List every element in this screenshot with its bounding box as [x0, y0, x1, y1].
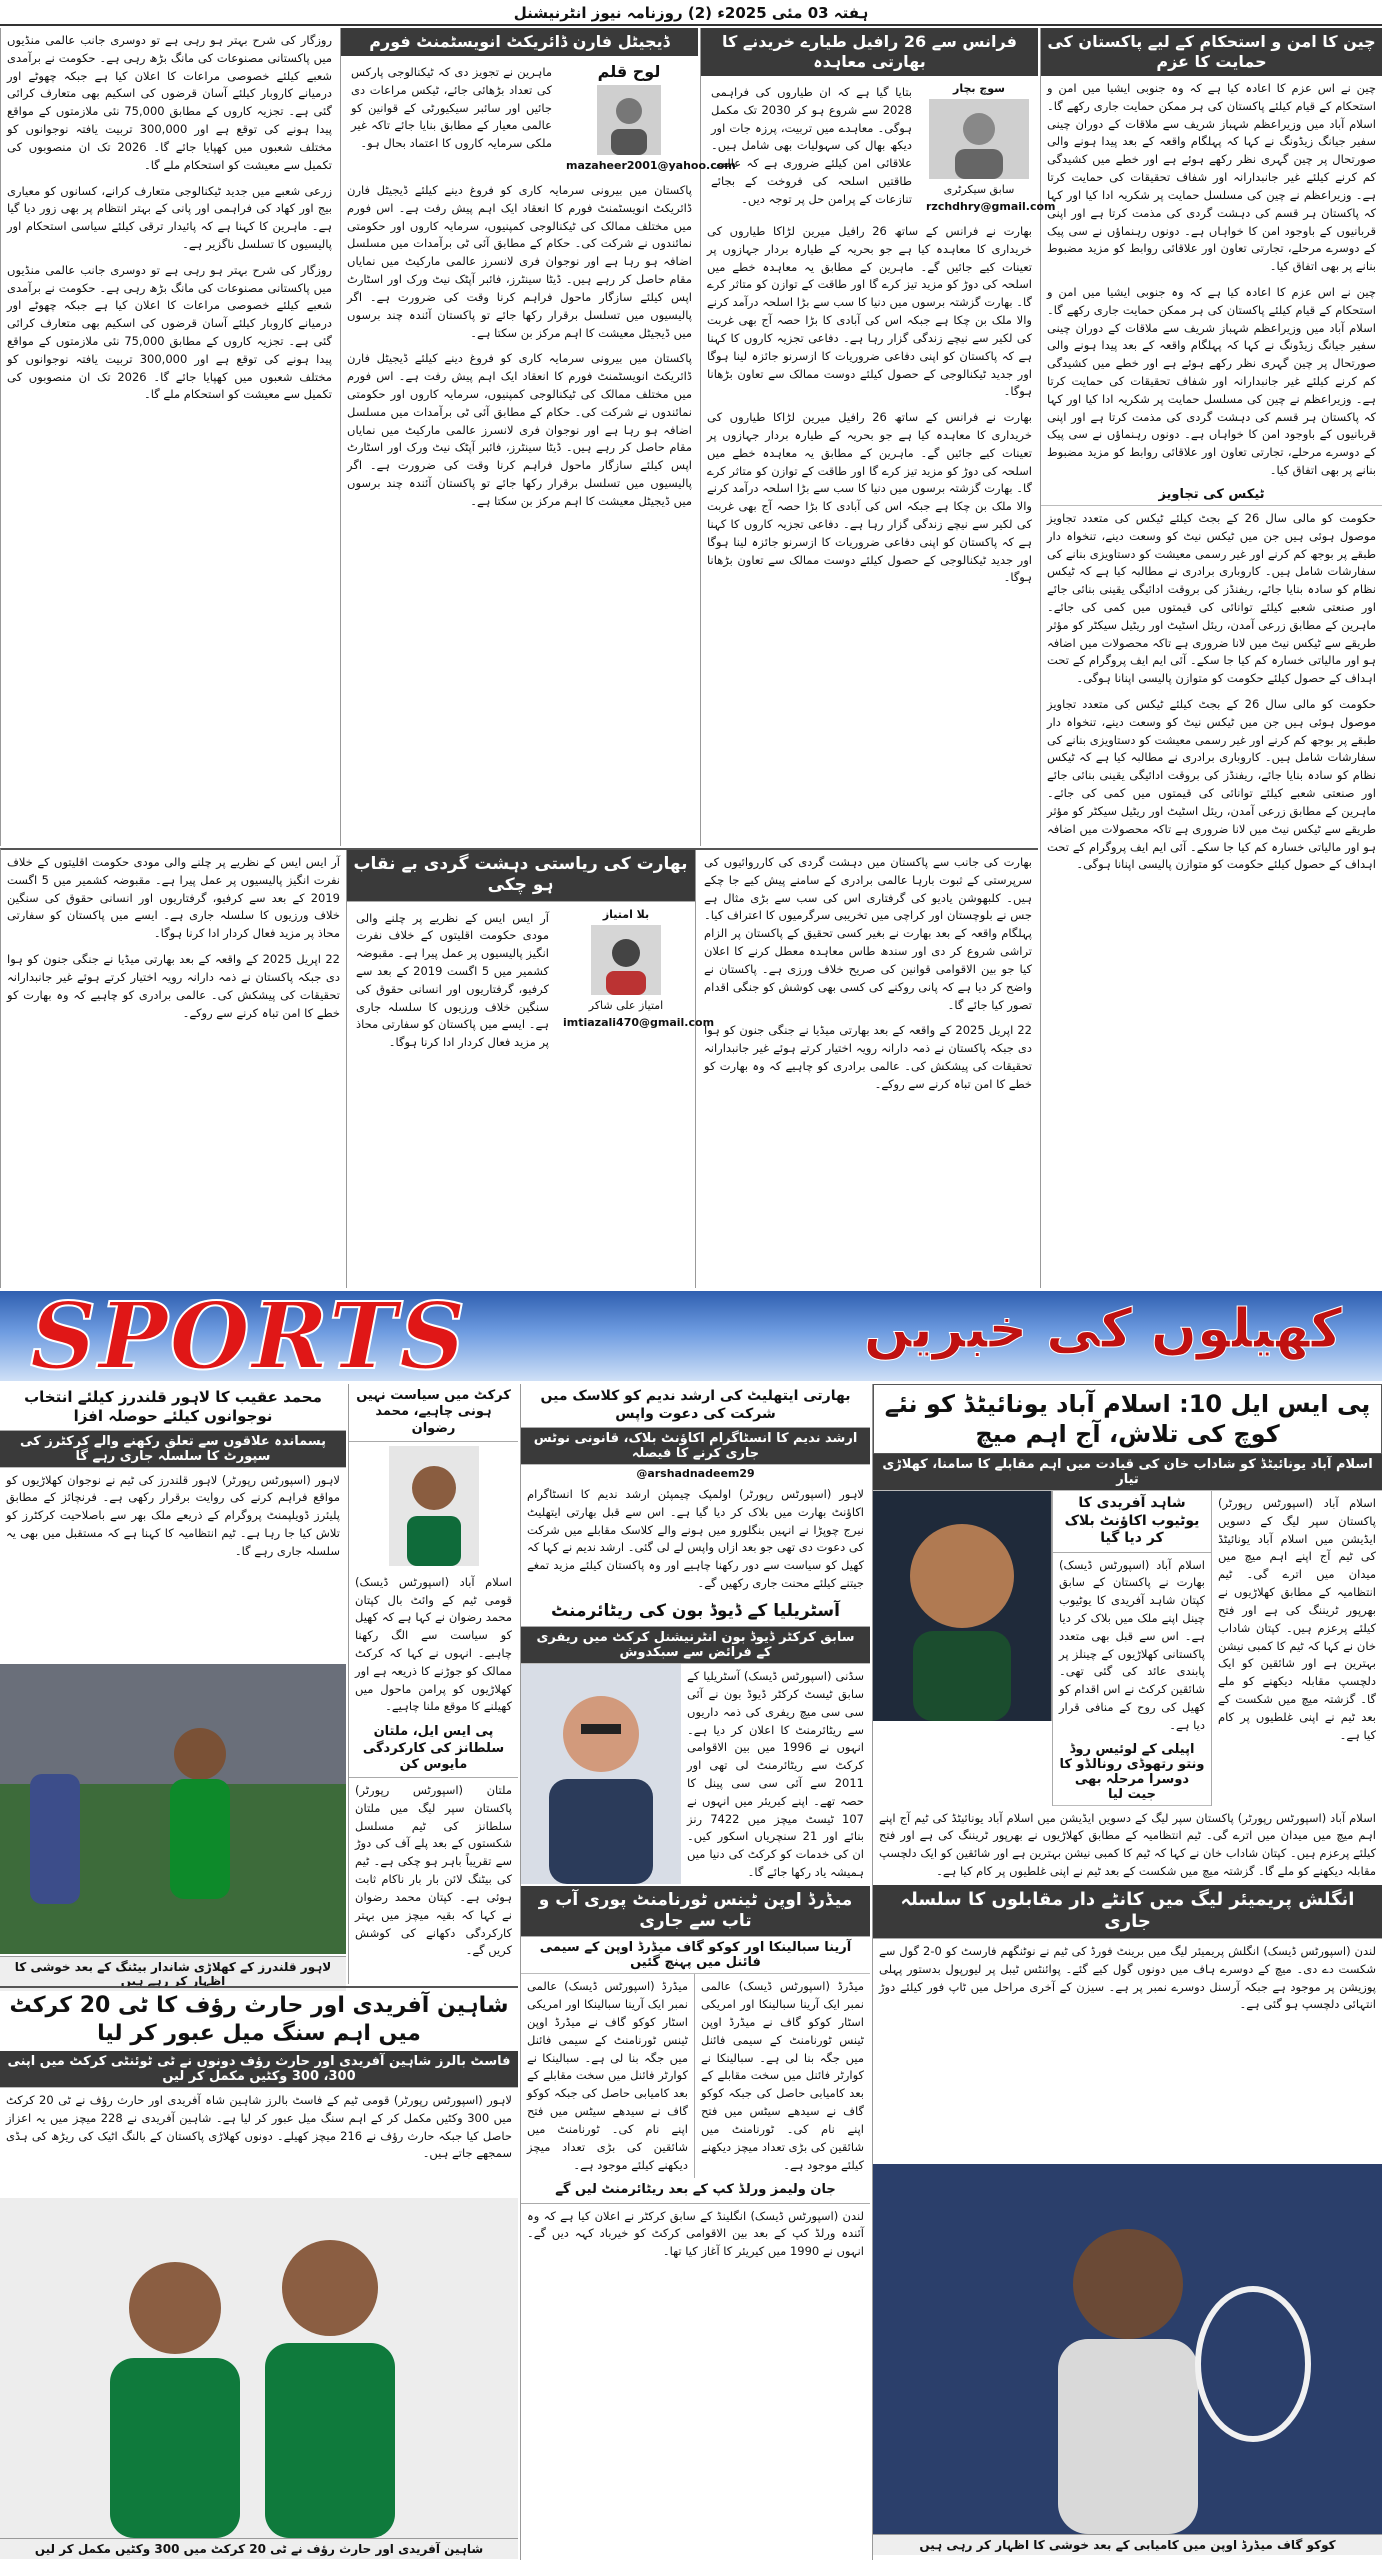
person-portrait-icon	[597, 85, 661, 155]
column-name-terror: بلا امتیاز	[602, 907, 650, 921]
body-psl-top: اسلام آباد (اسپورٹس رپورٹر) پاکستان سپر لیگ کے دسویں ایڈیشن میں اسلام آباد یونائیٹڈ کی ٹیم آج اپنے اہم میچ میں میدان میں اترے گی۔ ٹیم انتظامیہ کے مطابق کھلاڑیوں نے بھرپور ٹریننگ کی ہے اور فتح کیلئے پرعزم ہیں۔ کپتان شاداب خان نے کہا کہ ٹیم کا کمبی نیشن بہترین ہے اور شائقین کو ایک دلچسپ مقابلہ دیکھنے کو ملے گا۔ گزشتہ میچ میں شکست کے بعد ٹیم نے اپنی غلطیوں پر کام کیا ہے۔	[1218, 1496, 1376, 1742]
body-col4-cont: زرعی شعبے میں جدید ٹیکنالوجی متعارف کرانے، کسانوں کو معیاری بیج اور کھاد کی فراہمی اور پانی کے بہتر انتظام پر بھی زور دیا گیا ہے۔ ماہرین کا کہنا ہے کہ پائیدار ترقی کیلئے سیاسی استحکام اور پالیسیوں کا تسلسل ناگزیر ہے۔	[7, 183, 332, 251]
body-afridi: اسلام آباد (اسپورٹس ڈیسک) بھارت نے پاکستان کے سابق کپتان شاہد آفریدی کا یوٹیوب چینل اپنے ملک میں بلاک کر دیا ہے۔ اس سے قبل بھی متعدد پاکستانی کھلاڑیوں کے چینلز پر پابندی عائد کی گئی تھی۔ شائقین کرکٹ نے اس اقدام کو کھیل کی روح کے منافی قرار دیا ہے۔	[1059, 1557, 1205, 1732]
body-france-cont: بھارت نے فرانس کے ساتھ 26 رافیل میرین لڑاکا طیاروں کی خریداری کا معاہدہ کیا ہے جو بحریہ کے طیارہ بردار جہازوں پر تعینات کیے جائیں گے۔ ماہرین کے مطابق یہ معاہدہ خطے میں اسلحہ کی دوڑ کو مزید تیز کرے گا اور طاقت کے توازن کو متاثر کرے گا۔ بھارت گزشتہ برسوں میں دنیا کا سب سے بڑا اسلحہ درآمد کرنے والا ملک بن چکا ہے جبکہ اس کی آبادی کا بڑا حصہ آج بھی غربت کی لکیر سے نیچے زندگی گزار رہا ہے۔ دفاعی تجزیہ کاروں کا کہنا ہے کہ پاکستان کو اپنی دفاعی ضروریات کا ازسرنو جائزہ لینا ہوگا اور جدید ٹیکنالوجی کے حصول کیلئے دوست ممالک سے تعاون بڑھانا ہوگا۔	[707, 410, 1032, 585]
body-terror-intro: آر ایس ایس کے نظریے پر چلنے والی مودی حکومت اقلیتوں کے خلاف نفرت انگیز پالیسیوں پر عمل پیرا ہے۔ مقبوضہ کشمیر میں 5 اگست 2019 کے بعد سے کرفیو، گرفتاریوں اور انسانی حقوق کی سنگین خلاف ورزیوں کا سلسلہ جاری ہے۔ ایسے میں پاکستان کو سفارتی محاذ پر مزید فعال کردار ادا کرنا ہوگا۔	[356, 910, 549, 1050]
afridi-photo	[872, 1491, 1052, 1721]
rizwan-photo	[389, 1446, 479, 1566]
tennis-player-photo-icon	[873, 2164, 1382, 2534]
sports-banner	[0, 1282, 1382, 1390]
email-digital: mazaheer2001@yahoo.com	[566, 159, 736, 172]
body-tax-cont: حکومت کو مالی سال 26 کے بجٹ کیلئے ٹیکس کی متعدد تجاویز موصول ہوئی ہیں جن میں ٹیکس نیٹ کو وسعت دینے، تنخواہ دار طبقے پر بوجھ کم کرنے اور غیر رسمی معیشت کو دستاویزی بنانے کی سفارشات شامل ہیں۔ کاروباری برادری نے مطالبہ کیا ہے کہ ٹیکس نظام کو سادہ بنایا جائے، ریفنڈز کی بروقت ادائیگی یقینی بنائی جائے اور صنعتی شعبے کیلئے توانائی کی قیمتوں میں کمی کی جائے۔ ماہرین کے مطابق زرعی آمدن، ریئل اسٹیٹ اور ریٹیل سیکٹر کو مؤثر طریقے سے ٹیکس نیٹ میں لانا ضروری ہے تاکہ محصولات میں اضافہ ہو اور مالیاتی خسارہ کم کیا جا سکے۔ آئی ایم ایف پروگرام کے تحت اہداف کے حصول کیلئے حکومت کو متوازن پالیسی اپنانا ہوگی۔	[1047, 697, 1376, 872]
column-name-digital: لوح قلم	[597, 62, 661, 81]
body-terror-a: بھارت کی جانب سے پاکستان میں دہشت گردی کی کارروائیوں کی سرپرستی کے ثبوت بارہا عالمی برادری کے سامنے پیش کیے جا چکے ہیں۔ کلبھوشن یادیو کی گرفتاری اس کی سب سے بڑی مثال ہے جس نے بلوچستان اور کراچی میں تخریبی سرگرمیوں کا اعتراف کیا۔ پہلگام واقعہ کے بعد بھارت نے بغیر کسی تحقیق کے پاکستان پر الزام تراشی شروع کر دی اور سندھ طاس معاہدہ معطل کرنے کا اعلان کیا جو بین الاقوامی قوانین کی صریح خلاف ورزی ہے۔ پاکستان نے واضح کر دیا ہے کہ پانی روکنے کی کسی بھی کوشش کو جنگی اقدام تصور کیا جائے گا۔	[704, 855, 1032, 1012]
article-digital	[340, 28, 736, 846]
headline-english-league: انگلش پریمیئر لیگ میں کانٹے دار مقابلوں کا سلسلہ جاری	[873, 1885, 1382, 1939]
author-photo-france	[929, 99, 1029, 179]
person-portrait-icon	[521, 1664, 681, 1884]
article-indian-terror	[0, 848, 1038, 1288]
masthead-date-line: ہفتہ 03 مئی 2025ء (2) روزنامہ نیوز انٹرنیشنل	[0, 0, 1382, 26]
headline-jan: جان ولیمز ورلڈ کپ کے بعد ریٹائرمنٹ لیں گے	[521, 2178, 870, 2203]
terror-col-middle	[346, 850, 715, 1288]
author-terror: امتیاز علی شاکر	[588, 998, 664, 1012]
person-portrait-icon	[591, 925, 661, 995]
sports-banner-urdu: کھیلوں کی خبریں	[863, 1297, 1342, 1360]
body-australia: سڈنی (اسپورٹس ڈیسک) آسٹریلیا کے سابق ٹیسٹ کرکٹر ڈیوڈ بون نے آئی سی سی میچ ریفری کی ذمہ داریوں سے ریٹائرمنٹ کا اعلان کر دیا ہے۔ انہوں نے 1996 میں بین الاقوامی کرکٹ سے ریٹائرمنٹ لی تھی اور 2011 سے آئی سی سی پینل کا حصہ تھے۔ اپنے کیریئر میں انہوں نے 107 ٹیسٹ میچز میں 7422 رنز بنائے اور 21 سنچریاں اسکور کیں۔ ان کی خدمات کو کرکٹ کی دنیا میں ہمیشہ یاد رکھا جائے گا۔	[687, 1669, 864, 1880]
subhead-psl-top: اسلام آباد یونائیٹڈ کو شاداب خان کی قیادت میں اہم مقابلے کا سامنا، کھلاڑی تیار	[873, 1454, 1382, 1491]
body-terror-c: آر ایس ایس کے نظریے پر چلنے والی مودی حکومت اقلیتوں کے خلاف نفرت انگیز پالیسیوں پر عمل پیرا ہے۔ مقبوضہ کشمیر میں 5 اگست 2019 کے بعد سے کرفیو، گرفتاریوں اور انسانی حقوق کی سنگین خلاف ورزیوں کا سلسلہ جاری ہے۔ ایسے میں پاکستان کو سفارتی محاذ پر مزید فعال کردار ادا کرنا ہوگا۔	[7, 855, 340, 941]
body-tax: حکومت کو مالی سال 26 کے بجٹ کیلئے ٹیکس کی متعدد تجاویز موصول ہوئی ہیں جن میں ٹیکس نیٹ کو وسعت دینے، تنخواہ دار طبقے پر بوجھ کم کرنے اور غیر رسمی معیشت کو دستاویزی بنانے کی سفارشات شامل ہیں۔ کاروباری برادری نے مطالبہ کیا ہے کہ ٹیکس نظام کو سادہ بنایا جائے، ریفنڈز کی بروقت ادائیگی یقینی بنائی جائے اور صنعتی شعبے کیلئے توانائی کی قیمتوں میں کمی کی جائے۔ ماہرین کے مطابق زرعی آمدن، ریئل اسٹیٹ اور ریٹیل سیکٹر کو مؤثر طریقے سے ٹیکس نیٹ میں لانا ضروری ہے تاکہ محصولات میں اضافہ ہو اور مالیاتی خسارہ کم کیا جا سکے۔ آئی ایم ایف پروگرام کے تحت اہداف کے حصول کیلئے حکومت کو متوازن پالیسی اپنانا ہوگی۔	[1047, 510, 1376, 686]
columnist-box-france	[924, 80, 1056, 215]
body-france: بھارت نے فرانس کے ساتھ 26 رافیل میرین لڑاکا طیاروں کی خریداری کا معاہدہ کیا ہے جو بحریہ کے طیارہ بردار جہازوں پر تعینات کیے جائیں گے۔ ماہرین کے مطابق یہ معاہدہ خطے میں اسلحہ کی دوڑ کو مزید تیز کرے گا اور طاقت کے توازن کو متاثر کرے گا۔ بھارت گزشتہ برسوں میں دنیا کا سب سے بڑا اسلحہ درآمد کرنے والا ملک بن چکا ہے جبکہ اس کی آبادی کا بڑا حصہ آج بھی غربت کی لکیر سے نیچے زندگی گزار رہا ہے۔ دفاعی تجزیہ کاروں کا کہنا ہے کہ پاکستان کو اپنی دفاعی ضروریات کا ازسرنو جائزہ لینا ہوگا اور جدید ٹیکنالوجی کے حصول کیلئے دوست ممالک سے تعاون بڑھانا ہوگا۔	[707, 224, 1032, 399]
caption-shaheen: شاہین آفریدی اور حارث رؤف نے ٹی 20 کرکٹ میں 300 وکٹیں مکمل کر لیں	[0, 2538, 518, 2559]
author-photo-terror	[591, 925, 661, 995]
sports-col-mid	[520, 1384, 870, 2560]
body-madrid: میڈرڈ (اسپورٹس ڈیسک) عالمی نمبر ایک آرینا سبالینکا اور امریکی اسٹار کوکو گاف نے میڈرڈ اوپن ٹینس ٹورنامنٹ کے سیمی فائنل میں جگہ بنا لی ہے۔ سبالینکا نے کوارٹر فائنل میں سخت مقابلے کے بعد کامیابی حاصل کی جبکہ کوکو گاف نے سیدھے سیٹس میں فتح اپنے نام کی۔ ٹورنامنٹ میں شائقین کی بڑی تعداد میچز دیکھنے کیلئے موجود ہے۔	[701, 1979, 864, 2172]
cricketers-photo-icon	[0, 2198, 518, 2538]
article-col4	[0, 28, 338, 846]
body-rizwan: اسلام آباد (اسپورٹس ڈیسک) قومی ٹیم کے وائٹ بال کپتان محمد رضوان نے کہا ہے کہ کھیل کو سیاست سے الگ رکھنا چاہیے۔ انہوں نے کہا کہ کرکٹ ممالک کو جوڑنے کا ذریعہ ہے اور کھلاڑیوں کو پرامن ماحول میں کھیلنے کا موقع ملنا چاہیے۔	[355, 1574, 512, 1714]
headline-arshad: بھارتی ایتھلیٹ کی ارشد ندیم کو کلاسک میں شرکت کی دعوت واپس	[521, 1384, 870, 1428]
email-france: rzchdhry@gmail.com	[926, 200, 1056, 213]
body-shaheen: لاہور (اسپورٹس رپورٹر) قومی ٹیم کے فاسٹ بالرز شاہین شاہ آفریدی اور حارث رؤف نے ٹی 20 کرکٹ میں 300 وکٹیں مکمل کر کے اہم سنگ میل عبور کر لیا ہے۔ شاہین آفریدی نے 228 میچز میں یہ اعزاز حاصل کیا جبکہ حارث رؤف نے 216 میچز کھیلے۔ دونوں کھلاڑی پاکستان کے بالنگ اٹیک کی ریڑھ کی ہڈی سمجھے جاتے ہیں۔	[6, 2093, 512, 2161]
body-col4-cont2: روزگار کی شرح بہتر ہو رہی ہے تو دوسری جانب عالمی منڈیوں میں پاکستانی مصنوعات کی مانگ بڑھ رہی ہے۔ حکومت نے برآمدی شعبے کیلئے خصوصی مراعات کا اعلان کیا ہے جبکہ چھوٹے اور درمیانے کاروبار کیلئے آسان قرضوں کی اسکیم بھی متعارف کرائی گئی ہے۔ تجزیہ کاروں کے مطابق 75,000 نئی ملازمتوں کے مواقع پیدا ہونے کی توقع ہے اور 300,000 تربیت یافتہ نوجوانوں کو مختلف شعبوں میں کھپایا جائے گا۔ 2026 تک ان منصوبوں کی تکمیل سے معیشت کو استحکام ملے گا۔	[7, 262, 332, 402]
body-lahore: لاہور (اسپورٹس رپورٹر) لاہور قلندرز کی ٹیم نے نوجوان کھلاڑیوں کو مواقع فراہم کرنے کی روایت برقرار رکھی ہے۔ فرنچائز کے مطابق پلیئرز ڈویلپمنٹ پروگرام کے ذریعے ملک بھر سے باصلاحیت کرکٹرز کو تلاش کیا جا رہا ہے۔ ٹیم انتظامیہ کا کہنا ہے کہ مستقبل میں بھی یہ سلسلہ جاری رہے گا۔	[6, 1472, 340, 1558]
columnist-box-terror	[561, 906, 715, 1057]
headline-rizwan: کرکٹ میں سیاست نہیں ہونی چاہیے، محمد رضوان	[349, 1384, 518, 1442]
email-arshad: @arshadnadeem29	[636, 1467, 755, 1480]
headline-afridi: شاہد آفریدی کا یوٹیوب اکاؤنٹ بلاک کر دیا گیا	[1053, 1491, 1211, 1553]
body-col4: روزگار کی شرح بہتر ہو رہی ہے تو دوسری جانب عالمی منڈیوں میں پاکستانی مصنوعات کی مانگ بڑھ رہی ہے۔ حکومت نے برآمدی شعبے کیلئے خصوصی مراعات کا اعلان کیا ہے جبکہ چھوٹے اور درمیانے کاروبار کیلئے آسان قرضوں کی اسکیم بھی متعارف کرائی گئی ہے۔ تجزیہ کاروں کے مطابق 75,000 نئی ملازمتوں کے مواقع پیدا ہونے کی توقع ہے اور 300,000 تربیت یافتہ نوجوانوں کو مختلف شعبوں میں کھپایا جائے گا۔ 2026 تک ان منصوبوں کی تکمیل سے معیشت کو استحکام ملے گا۔	[7, 33, 332, 172]
terror-col-right	[698, 850, 1038, 1288]
body-china: چین نے اس عزم کا اعادہ کیا ہے کہ وہ جنوبی ایشیا میں امن و استحکام کے قیام کیلئے پاکستان کی ہر ممکن حمایت جاری رکھے گا۔ اسلام آباد میں وزیراعظم شہباز شریف سے ملاقات کے دوران چینی سفیر جیانگ زیڈونگ نے کہا کہ پہلگام واقعہ کے بعد پیدا ہونے والی صورتحال پر چین گہری نظر رکھے ہوئے ہے اور خطے میں کشیدگی کم کرنے کیلئے غیر جانبدارانہ اور شفاف تحقیقات کی حمایت کرتا ہے۔ وزیراعظم نے چین کی مسلسل حمایت پر شکریہ ادا کیا اور کہا کہ پاکستان ہر قسم کی دہشت گردی کی مذمت کرتا ہے اور اپنی قربانیوں کے باوجود امن کا خواہاں ہے۔ دونوں رہنماؤں نے سی پیک کے دوسرے مرحلے، تجارتی تعاون اور علاقائی روابط کو مزید مضبوط بنانے پر بھی اتفاق کیا۔	[1047, 81, 1376, 274]
subhead-australia: سابق کرکٹر ڈیوڈ بون انٹرنیشنل کرکٹ میں ریفری کے فرائض سے سبکدوش	[521, 1627, 870, 1664]
person-portrait-icon	[929, 99, 1029, 179]
author-photo-digital	[597, 85, 661, 155]
headline-psl-top: پی ایس ایل 10: اسلام آباد یونائیٹڈ کو نئے کوچ کی تلاش، آج اہم میچ	[873, 1384, 1382, 1454]
article-france	[700, 28, 1056, 846]
cricket-match-photo-icon	[0, 1664, 346, 1954]
body-france-intro: بتایا گیا ہے کہ ان طیاروں کی فراہمی 2028 سے شروع ہو کر 2030 تک مکمل ہوگی۔ معاہدے میں تربیت، پرزہ جات اور دیکھ بھال کی سہولیات بھی شامل ہیں۔ علاقائی امن کیلئے ضروری ہے کہ عالمی طاقتیں اسلحہ کی فروخت کے بجائے تنازعات کے پرامن حل پر توجہ دیں۔	[711, 85, 912, 206]
body-china-cont: چین نے اس عزم کا اعادہ کیا ہے کہ وہ جنوبی ایشیا میں امن و استحکام کے قیام کیلئے پاکستان کی ہر ممکن حمایت جاری رکھے گا۔ اسلام آباد میں وزیراعظم شہباز شریف سے ملاقات کے دوران چینی سفیر جیانگ زیڈونگ نے کہا کہ پہلگام واقعہ کے بعد پیدا ہونے والی صورتحال پر چین گہری نظر رکھے ہوئے ہے اور خطے میں کشیدگی کم کرنے کیلئے غیر جانبدارانہ اور شفاف تحقیقات کی حمایت کرتا ہے۔ وزیراعظم نے چین کی مسلسل حمایت پر شکریہ ادا کیا اور کہا کہ پاکستان ہر قسم کی دہشت گردی کی مذمت کرتا ہے اور اپنی قربانیوں کے باوجود امن کا خواہاں ہے۔ دونوں رہنماؤں نے سی پیک کے دوسرے مرحلے، تجارتی تعاون اور علاقائی روابط کو مزید مضبوط بنانے پر بھی اتفاق کیا۔	[1047, 284, 1376, 478]
body-jan: لندن (اسپورٹس ڈیسک) انگلینڈ کے سابق کرکٹر نے اعلان کیا ہے کہ وہ آئندہ ورلڈ کپ کے بعد بین الاقوامی کرکٹ کو خیرباد کہہ دیں گے۔ انہوں نے 1990 میں کیریئر کا آغاز کیا تھا۔	[527, 2208, 864, 2259]
subhead-lahore: پسماندہ علاقوں سے تعلق رکھنے والے کرکٹرز کی سپورٹ کا سلسلہ جاری رہے گا	[0, 1431, 346, 1468]
column-name-france: سوچ بچار	[953, 82, 1005, 95]
cricketer-portrait-icon	[873, 1491, 1051, 1721]
caption-lahore: لاہور قلندرز کے کھلاڑی شاندار بیٹنگ کے بعد خوشی کا اظہار کر رہے ہیں	[0, 1956, 346, 1991]
sports-col-right	[872, 1384, 1382, 2560]
subhead-madrid: آرینا سبالینکا اور کوکو گاف میڈرڈ اوپن کے سیمی فائنل میں پہنچ گئیں	[521, 1937, 870, 1974]
body-terror-d: 22 اپریل 2025 کے واقعہ کے بعد بھارتی میڈیا نے جنگی جنون کو ہوا دی جبکہ پاکستان نے ذمہ دارانہ رویہ اختیار کرتے ہوئے غیر جانبدارانہ تحقیقات کی پیشکش کی۔ عالمی برادری کو چاہیے کہ وہ بھارت کو خطے کا امن تباہ کرنے سے روکے۔	[7, 952, 340, 1020]
david-boon-photo	[521, 1664, 681, 1884]
author-france: سابق سیکرٹری	[943, 183, 1015, 196]
email-terror: imtiazali470@gmail.com	[563, 1015, 715, 1029]
body-terror-b: 22 اپریل 2025 کے واقعہ کے بعد بھارتی میڈیا نے جنگی جنون کو ہوا دی جبکہ پاکستان نے ذمہ دارانہ رویہ اختیار کرتے ہوئے غیر جانبدارانہ تحقیقات کی پیشکش کی۔ عالمی برادری کو چاہیے کہ وہ بھارت کو خطے کا امن تباہ کرنے سے روکے۔	[704, 1023, 1032, 1091]
caption-coco: کوکو گاف میڈرڈ اوپن میں کامیابی کے بعد خوشی کا اظہار کر رہی ہیں	[873, 2534, 1382, 2555]
headline-madrid: میڈرڈ اوپن ٹینس ٹورنامنٹ پوری آب و تاب سے جاری	[521, 1886, 870, 1938]
subhead-arshad: ارشد ندیم کا انسٹاگرام اکاؤنٹ بلاک، قانونی نوٹس جاری کرنے کا فیصلہ	[521, 1428, 870, 1465]
headline-digital: ڈیجیٹل فارن ڈائریکٹ انویسٹمنٹ فورم	[341, 28, 698, 56]
shaheen-photo	[0, 2198, 518, 2538]
headline-psl-multan: پی ایس ایل، ملتان سلطانز کی کارکردگی مایوس کن	[349, 1720, 518, 1778]
terror-col-left	[1, 850, 347, 1288]
sports-banner-word: SPORTS	[30, 1282, 468, 1390]
headline-lahore: محمد عقیب کا لاہور قلندرز کیلئے انتخاب نوجوانوں کیلئے حوصلہ افزا	[0, 1384, 346, 1431]
lahore-photo	[0, 1664, 346, 1954]
shaheen-box	[0, 1986, 518, 2560]
headline-australia: آسٹریلیا کے ڈیوڈ بون کی ریٹائرمنٹ	[521, 1597, 870, 1627]
lahore-box	[0, 1384, 346, 1988]
body-psl-multan: ملتان (اسپورٹس رپورٹر) پاکستان سپر لیگ میں ملتان سلطانز کی ٹیم مسلسل شکستوں کے بعد پلے آف کی دوڑ سے تقریباً باہر ہو چکی ہے۔ ٹیم کی بیٹنگ لائن بار بار ناکام ثابت ہوئی ہے۔ کپتان محمد رضوان نے کہا کہ بقیہ میچز میں بہتر کارکردگی دکھانے کی کوشش کریں گے۔	[355, 1783, 512, 1958]
body-arshad: لاہور (اسپورٹس رپورٹر) اولمپک چیمپئن ارشد ندیم کا انسٹاگرام اکاؤنٹ بھارت میں بلاک کر دیا گیا ہے۔ اس سے قبل بھارتی ایتھلیٹ نیرج چوپڑا نے انہیں بنگلورو میں ہونے والے کلاسک مقابلے میں شرکت کی دعوت دی تھی جو بعد ازاں واپس لے لی گئی۔ ارشد ندیم نے کہا کہ کھیل کو سیاست سے دور رکھنا چاہیے اور وہ پاکستان کیلئے مزید تمغے جیتنے کیلئے محنت جاری رکھیں گے۔	[527, 1487, 864, 1591]
afridi-box	[1052, 1491, 1212, 1806]
subhead-shaheen: فاسٹ بالرز شاہین آفریدی اور حارث رؤف دونوں نے ٹی ٹوئنٹی کرکٹ میں اپنی 300، 300 وکٹیں مکمل کر لیں	[0, 2051, 518, 2088]
rizwan-box	[348, 1384, 518, 1984]
headline-indian-terror: بھارت کی ریاستی دہشت گردی بے نقاب ہو چکی	[346, 850, 695, 902]
article-china	[1040, 28, 1382, 1288]
headline-shaheen: شاہین آفریدی اور حارث رؤف کا ٹی 20 کرکٹ میں اہم سنگ میل عبور کر لیا	[9, 1993, 509, 2046]
sports-col-left	[0, 1384, 518, 2560]
body-english-league: لندن (اسپورٹس ڈیسک) انگلش پریمیئر لیگ میں برینٹ فورڈ کی ٹیم نے نوٹنگھم فارسٹ کو 0-2 گول سے شکست دے دی۔ میچ کے دوسرے ہاف میں دونوں گول کیے گئے۔ پوائنٹس ٹیبل پر لیورپول بدستور پہلی پوزیشن پر موجود ہے جبکہ آرسنل دوسرے نمبر پر ہے۔ سیزن کے آخری مراحل میں ٹاپ فور کیلئے دوڑ انتہائی دلچسپ ہو گئی ہے۔	[879, 1943, 1376, 2012]
cricketer-portrait-icon	[389, 1446, 479, 1566]
body-madrid-cont: میڈرڈ (اسپورٹس ڈیسک) عالمی نمبر ایک آرینا سبالینکا اور امریکی اسٹار کوکو گاف نے میڈرڈ اوپن ٹینس ٹورنامنٹ کے سیمی فائنل میں جگہ بنا لی ہے۔ سبالینکا نے کوارٹر فائنل میں سخت مقابلے کے بعد کامیابی حاصل کی جبکہ کوکو گاف نے سیدھے سیٹس میں فتح اپنے نام کی۔ ٹورنامنٹ میں شائقین کی بڑی تعداد میچز دیکھنے کیلئے موجود ہے۔	[521, 1974, 695, 2178]
headline-france: فرانس سے 26 رافیل طیارے خریدنے کا بھارتی معاہدہ	[701, 28, 1038, 76]
body-digital-intro: ماہرین نے تجویز دی کہ ٹیکنالوجی پارکس کی تعداد بڑھائی جائے، ٹیکس مراعات دی جائیں اور سائبر سیکیورٹی کے قوانین کو عالمی معیار کے مطابق بنایا جائے تاکہ غیر ملکی سرمایہ کاروں کا اعتماد بحال ہو۔	[351, 65, 552, 151]
subhead-tax: ٹیکس کی تجاویز	[1041, 484, 1382, 506]
body-digital-cont: پاکستان میں بیرونی سرمایہ کاری کو فروغ دینے کیلئے ڈیجیٹل فارن ڈائریکٹ انویسٹمنٹ فورم کا انعقاد ایک اہم پیش رفت ہے۔ اس فورم میں مختلف ممالک کی ٹیکنالوجی کمپنیوں، سرمایہ کاروں اور حکومتی نمائندوں نے شرکت کی۔ حکام کے مطابق آئی ٹی برآمدات میں مسلسل اضافہ ہو رہا ہے اور نوجوان فری لانسرز عالمی مارکیٹ میں نمایاں مقام حاصل کر رہے ہیں۔ ڈیٹا سینٹرز، فائبر آپٹک نیٹ ورک اور اسٹارٹ اپس کیلئے سازگار ماحول فراہم کرنا وقت کی ضرورت ہے۔ اگر پالیسیوں میں تسلسل برقرار رکھا جائے تو پاکستان آئندہ چند برسوں میں ڈیجیٹل معیشت کا اہم مرکز بن سکتا ہے۔	[347, 351, 692, 508]
sub-afridi: اپیلی کے لوئیس روڈ ونتو رتھوڈی رونالڈو کا دوسرا مرحلہ بھی جیت لیا	[1053, 1739, 1211, 1806]
body-psl-top-cont: اسلام آباد (اسپورٹس رپورٹر) پاکستان سپر لیگ کے دسویں ایڈیشن میں اسلام آباد یونائیٹڈ کی ٹیم آج اپنے اہم میچ میں میدان میں اترے گی۔ ٹیم انتظامیہ کے مطابق کھلاڑیوں نے بھرپور ٹریننگ کی ہے اور فتح کیلئے پرعزم ہیں۔ کپتان شاداب خان نے کہا کہ ٹیم کا کمبی نیشن بہترین ہے اور شائقین کو ایک دلچسپ مقابلہ دیکھنے کو ملے گا۔ گزشتہ میچ میں شکست کے بعد ٹیم نے اپنی غلطیوں پر کام کیا ہے۔	[879, 1810, 1376, 1879]
headline-china: چین کا امن و استحکام کے لیے پاکستان کی حمایت کا عزم	[1041, 28, 1382, 76]
columnist-box-digital	[564, 60, 736, 174]
coco-photo	[873, 2164, 1382, 2534]
body-digital: پاکستان میں بیرونی سرمایہ کاری کو فروغ دینے کیلئے ڈیجیٹل فارن ڈائریکٹ انویسٹمنٹ فورم کا انعقاد ایک اہم پیش رفت ہے۔ اس فورم میں مختلف ممالک کی ٹیکنالوجی کمپنیوں، سرمایہ کاروں اور حکومتی نمائندوں نے شرکت کی۔ حکام کے مطابق آئی ٹی برآمدات میں مسلسل اضافہ ہو رہا ہے اور نوجوان فری لانسرز عالمی مارکیٹ میں نمایاں مقام حاصل کر رہے ہیں۔ ڈیٹا سینٹرز، فائبر آپٹک نیٹ ورک اور اسٹارٹ اپس کیلئے سازگار ماحول فراہم کرنا وقت کی ضرورت ہے۔ اگر پالیسیوں میں تسلسل برقرار رکھا جائے تو پاکستان آئندہ چند برسوں میں ڈیجیٹل معیشت کا اہم مرکز بن سکتا ہے۔	[347, 183, 692, 340]
